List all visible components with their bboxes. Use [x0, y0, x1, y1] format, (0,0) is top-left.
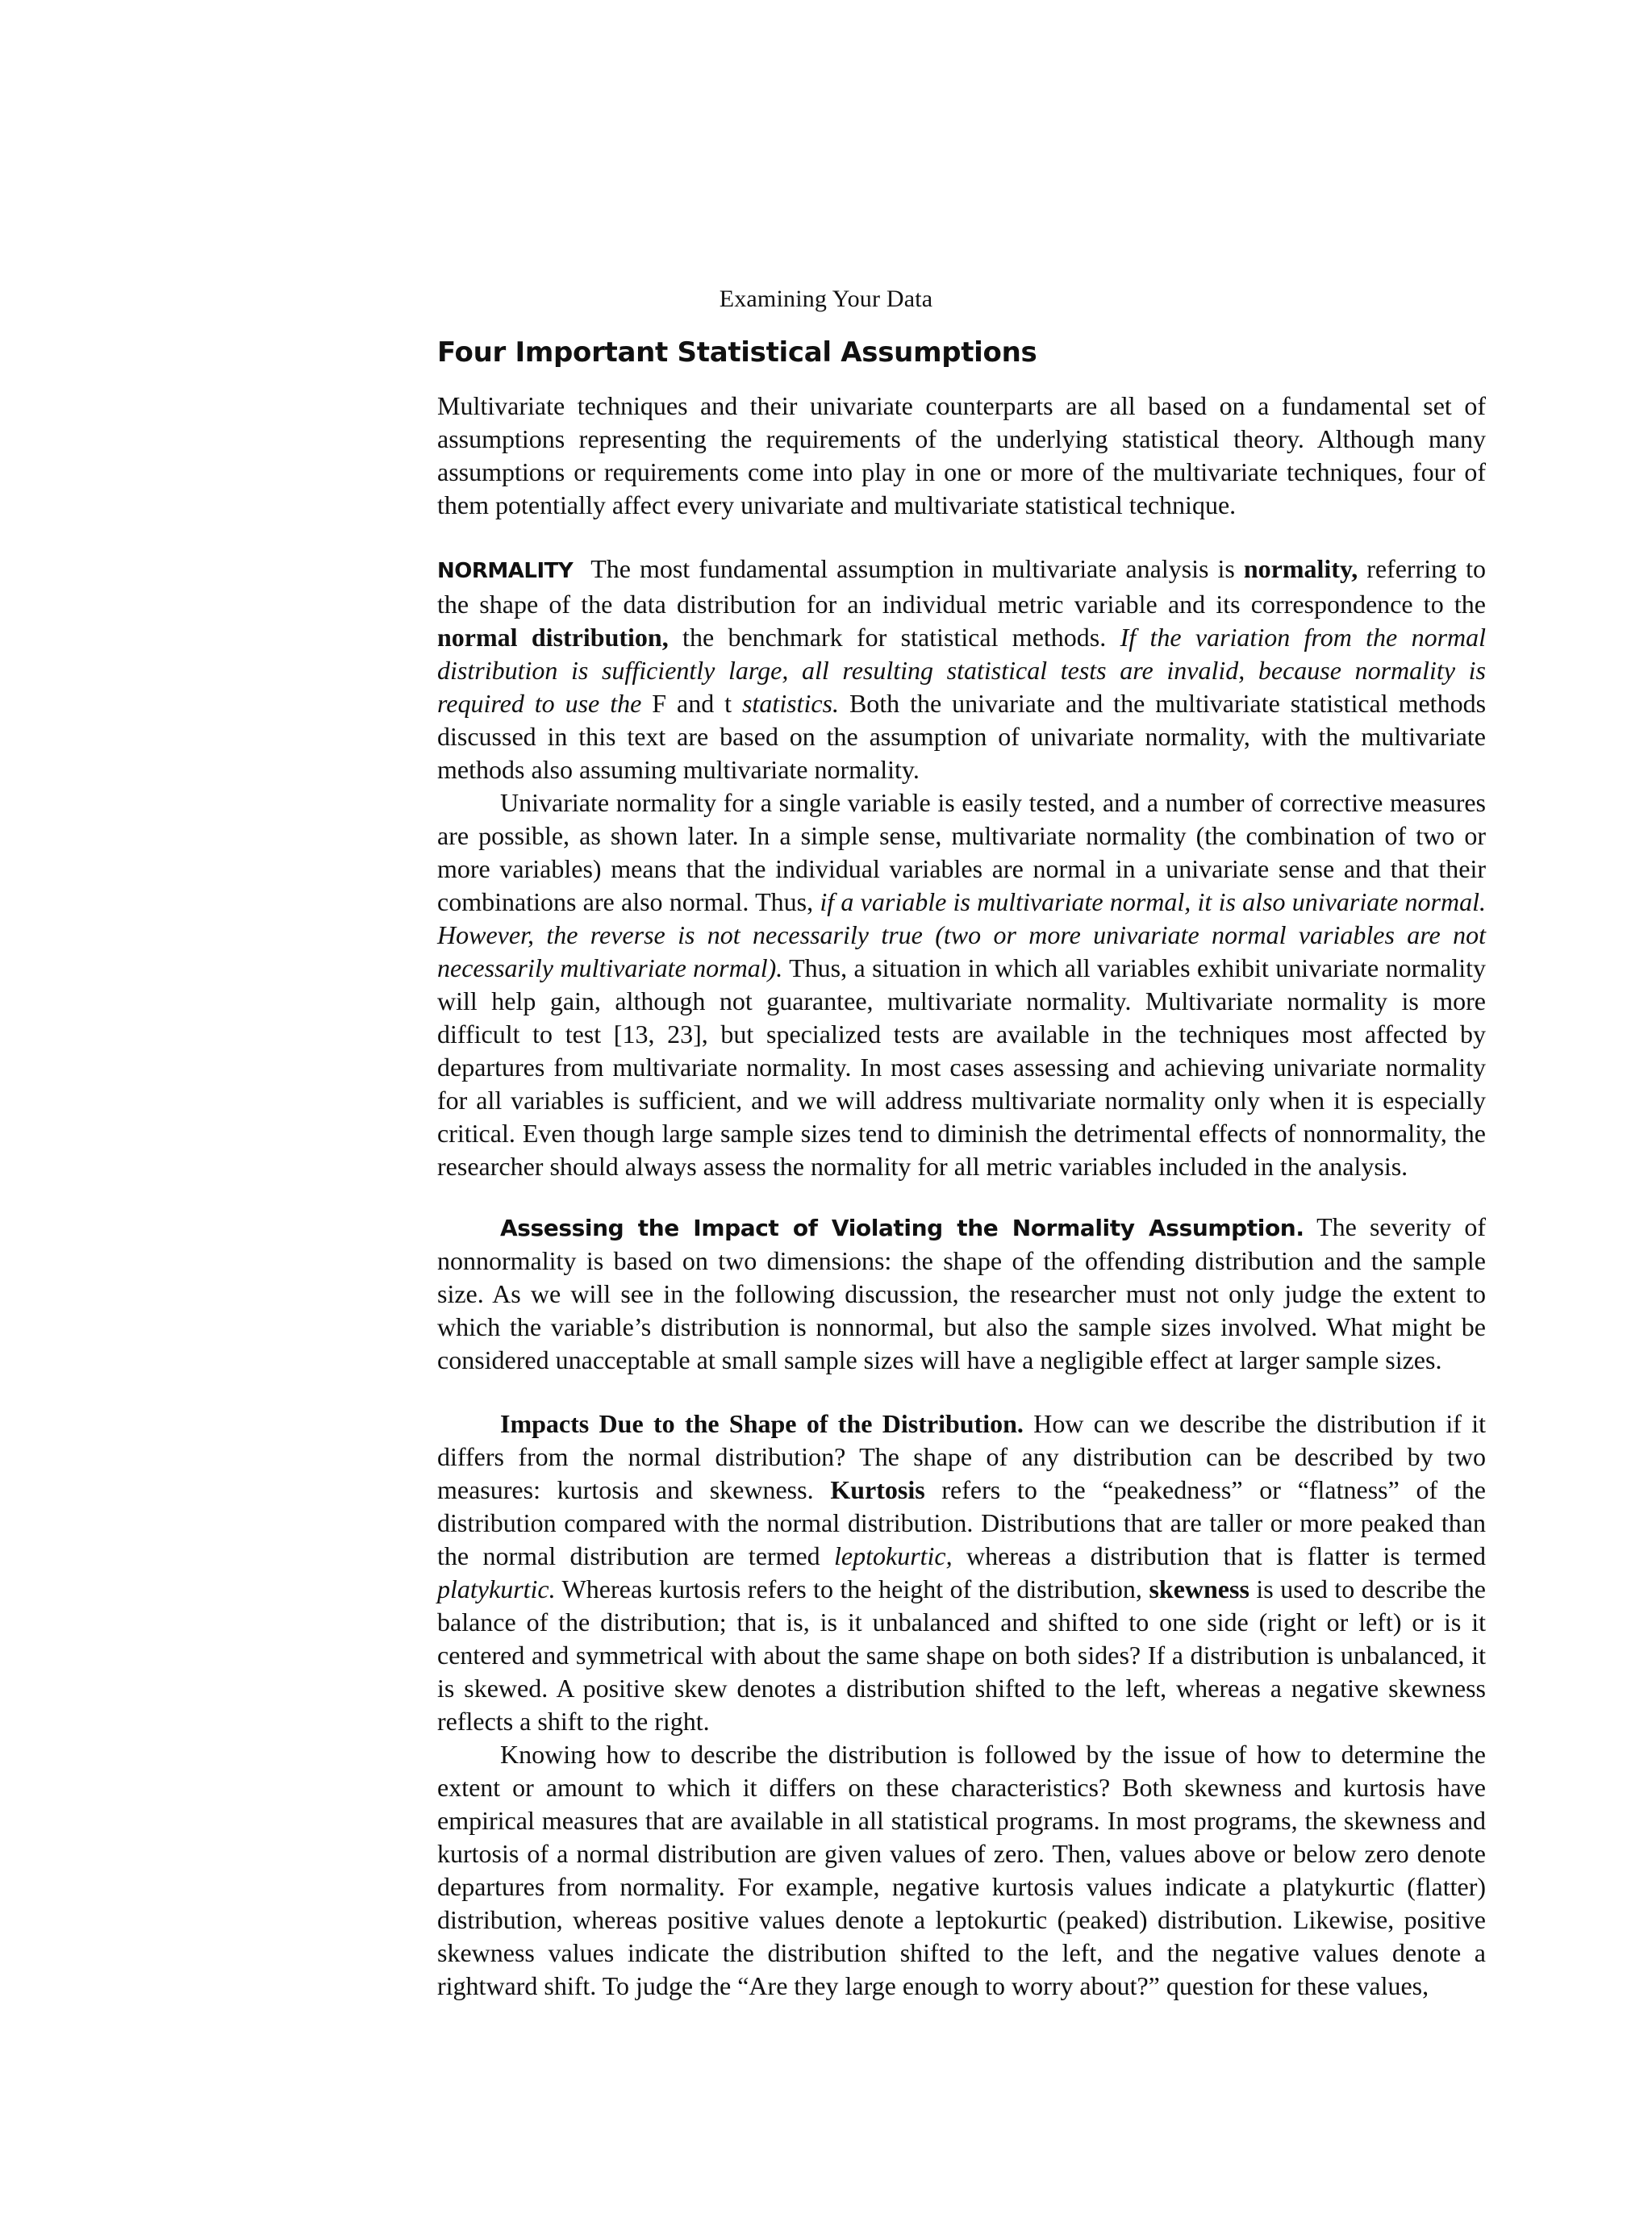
normality-text-2: referring to the shape of the data distribution for an individual metric variable and its correspondence to the	[437, 554, 1487, 619]
normality-text-4: Both the univariate and the multivariate statistical methods discussed in this text are based on the assumption of univariate normality, with the multivariate methods also assuming multivariate normality.	[437, 689, 1487, 784]
mv-italic: if a variable is multivariate normal, it is also univariate normal. However, the reverse is not necessarily true (two or more univariate normal variables are not necessarily multivariate normal).	[437, 887, 1487, 982]
impacts-text-1: How can we describe the distribution if it differs from the normal distribution? The shape of any distribution can be described by two measures: kurtosis and skewness.	[437, 1409, 1487, 1504]
normality-heading: NORMALITY	[437, 559, 574, 583]
normality-text-3: the benchmark for statistical methods.	[668, 623, 1120, 652]
term-leptokurtic: leptokurtic,	[834, 1541, 953, 1570]
impacts-heading: Impacts Due to the Shape of the Distribution.	[500, 1409, 1024, 1438]
multivariate-normality-paragraph	[437, 786, 1486, 1183]
normality-italic-2: statistics.	[732, 689, 839, 718]
mv-text-2: Thus, a situation in which all variables exhibit univariate normality will help gain, although not guarantee, multivariate normality. Multivariate normality is more difficult to test [13, 23], but specialized tests are available in the techniques most affected by departures from multivariate normality. In most cases assessing and achieving univariate normality for all variables is sufficient, and we will address multivariate normality only when it is especially critical. Even though large sample sizes tend to diminish the detrimental effects of nonnormality, the researcher should always assess the normality for all metric variables included in the analysis.	[437, 953, 1487, 1181]
impacts-text-3: whereas a distribution that is flatter is termed	[952, 1541, 1486, 1570]
impacts-text-2: refers to the “peakedness” or “flatness” of the distribution compared with the normal distribution. Distributions that are taller or more peaked than the normal distribution are termed	[437, 1475, 1487, 1570]
term-kurtosis: Kurtosis	[830, 1475, 925, 1504]
impacts-text-5: is used to describe the balance of the distribution; that is, is it unbalanced and shifted to one side (right or left) or is it centered and symmetrical with about the same shape on both sides? If a distribution is unbalanced, it is skewed. A positive skew denotes a distribution shifted to the left, whereas a negative skewness reflects a shift to the right.	[437, 1574, 1487, 1736]
assessing-heading: Assessing the Impact of Violating the Normality Assumption.	[500, 1215, 1304, 1241]
intro-paragraph: Multivariate techniques and their univariate counterparts are all based on a fundamental set of assumptions representing the requirements of the underlying statistical theory. Although many assumptions or requirements come into play in one or more of the multivariate techniques, four of them potentially affect every univariate and multivariate statistical technique.	[437, 391, 1486, 519]
running-head: Examining Your Data	[719, 286, 933, 312]
term-normality: normality,	[1243, 554, 1358, 583]
mv-text-1: Univariate normality for a single variable is easily tested, and a number of corrective measures are possible, as shown later. In a simple sense, multivariate normality (the combination of two or more variables) means that the individual variables are normal in a univariate sense and that their combinations are also normal. Thus,	[437, 788, 1486, 916]
term-normal-distribution: normal distribution,	[437, 623, 669, 652]
f-statistic-label: F	[652, 689, 667, 718]
term-skewness: skewness	[1149, 1574, 1249, 1603]
normality-paragraph	[437, 552, 1486, 786]
t-statistic-label: t	[724, 689, 732, 718]
normality-italic-1: If the variation from the normal distribution is sufficiently large, all resulting statistical tests are invalid, because normality is required to use the	[437, 623, 1487, 718]
page-body	[437, 335, 1486, 2003]
normality-text-1: The most fundamental assumption in multivariate analysis is	[590, 554, 1244, 583]
impacts-paragraph	[437, 1407, 1486, 1738]
assessing-paragraph	[437, 1211, 1486, 1377]
term-platykurtic: platykurtic.	[437, 1574, 556, 1603]
assessing-text: The severity of nonnormality is based on two dimensions: the shape of the offending distribution and the sample size. As we will see in the following discussion, the researcher must not only judge the extent to which the variable’s distribution is nonnormal, but also the sample sizes involved. What might be considered unacceptable at small sample sizes will have a negligible effect at larger sample sizes.	[437, 1212, 1487, 1374]
section-title: Four Important Statistical Assumptions	[437, 336, 1037, 369]
measures-paragraph: Knowing how to describe the distribution is followed by the issue of how to determine the extent or amount to which it differs on these characteristics? Both skewness and kurtosis have empirical measures that are available in all statistical programs. In most programs, the skewness and kurtosis of a normal distribution are given values of zero. Then, values above or below zero denote departures from normality. For example, negative kurtosis values indicate a platykurtic (flatter) distribution, whereas positive values denote a leptokurtic (peaked) distribution. Likewise, positive skewness values indicate the distribution shifted to the left, and the negative values denote a rightward shift. To judge the “Are they large enough to worry about?” question for these values,	[437, 1740, 1486, 2000]
normality-and: and	[666, 689, 725, 718]
impacts-text-4: Whereas kurtosis refers to the height of the distribution,	[555, 1574, 1149, 1603]
